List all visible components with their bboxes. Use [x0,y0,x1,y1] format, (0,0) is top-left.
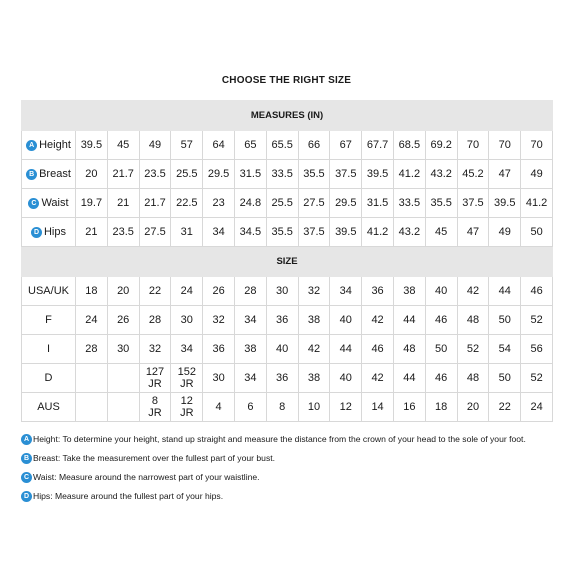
measure-cell: 64 [203,131,235,160]
measurement-notes [21,433,561,509]
size-cell: 36 [266,364,298,393]
size-cell: 44 [489,277,521,306]
measure-cell: 21.7 [139,189,171,218]
measure-cell: 23 [203,189,235,218]
size-row-usa-uk [22,277,553,306]
size-cell: 28 [76,335,108,364]
size-cell: 12 JR [171,393,203,422]
size-cell: 52 [521,364,553,393]
badge-a-icon: A [21,434,32,445]
measure-cell: 57 [171,131,203,160]
measure-label [22,218,76,247]
size-cell: 44 [330,335,362,364]
size-cell: 40 [330,306,362,335]
size-cell: 18 [425,393,457,422]
measure-cell: 67 [330,131,362,160]
measure-cell: 39.5 [330,218,362,247]
measure-cell: 39.5 [76,131,108,160]
size-cell: 24 [521,393,553,422]
note-a [21,433,561,452]
size-cell: 20 [107,277,139,306]
size-cell: 52 [457,335,489,364]
measure-cell: 37.5 [457,189,489,218]
badge-d-icon: D [31,227,42,238]
measure-cell: 47 [489,160,521,189]
size-cell: 38 [393,277,425,306]
size-row-f [22,306,553,335]
measure-cell: 19.7 [76,189,108,218]
measure-cell: 65.5 [266,131,298,160]
badge-b-icon: B [21,453,32,464]
measure-cell: 47 [457,218,489,247]
measure-cell: 34 [203,218,235,247]
size-cell: 26 [203,277,235,306]
size-chart-table [21,100,553,422]
size-cell: 26 [107,306,139,335]
size-cell: 52 [521,306,553,335]
measure-cell: 25.5 [171,160,203,189]
size-header: SIZE [22,247,553,277]
size-cell: 46 [425,306,457,335]
size-row-d [22,364,553,393]
measure-cell: 65 [234,131,266,160]
size-cell: 22 [139,277,171,306]
size-cell: 56 [521,335,553,364]
measure-row-hips [22,218,553,247]
size-cell: 44 [393,364,425,393]
measure-cell: 35.5 [298,160,330,189]
measure-label-text: Waist [41,197,69,209]
size-cell: 48 [457,306,489,335]
measure-cell: 29.5 [330,189,362,218]
measure-cell: 39.5 [489,189,521,218]
measure-cell: 70 [489,131,521,160]
size-cell: 38 [298,306,330,335]
measure-cell: 50 [521,218,553,247]
badge-d-icon: D [21,491,32,502]
size-cell: 46 [521,277,553,306]
size-cell: 32 [139,335,171,364]
measure-cell: 34.5 [234,218,266,247]
size-cell: 40 [425,277,457,306]
measure-cell: 21.7 [107,160,139,189]
measure-row-breast [22,160,553,189]
size-cell: 10 [298,393,330,422]
badge-b-icon: B [26,169,37,180]
note-text: Height: To determine your height, stand up straight and measure the distance from the crown of your head to the sole of your foot. [33,434,526,444]
size-label: AUS [22,393,76,422]
size-cell: 4 [203,393,235,422]
size-cell: 22 [489,393,521,422]
measure-cell: 22.5 [171,189,203,218]
size-cell [107,393,139,422]
size-header-row [22,247,553,277]
measure-cell: 35.5 [425,189,457,218]
size-cell: 38 [234,335,266,364]
size-cell: 8 [266,393,298,422]
size-cell: 36 [203,335,235,364]
size-cell: 48 [393,335,425,364]
measure-cell: 33.5 [393,189,425,218]
size-cell: 46 [362,335,394,364]
measure-label-text: Height [39,139,71,151]
size-label: F [22,306,76,335]
measure-cell: 68.5 [393,131,425,160]
measure-cell: 37.5 [298,218,330,247]
measure-cell: 23.5 [139,160,171,189]
size-cell: 12 [330,393,362,422]
size-cell: 30 [107,335,139,364]
note-text: Hips: Measure around the fullest part of your hips. [33,491,224,501]
measure-cell: 49 [489,218,521,247]
size-cell: 127 JR [139,364,171,393]
size-cell: 24 [171,277,203,306]
measure-cell: 21 [107,189,139,218]
size-cell: 36 [266,306,298,335]
badge-c-icon: C [28,198,39,209]
measure-cell: 31 [171,218,203,247]
size-cell: 50 [425,335,457,364]
size-cell: 18 [76,277,108,306]
measure-cell: 49 [139,131,171,160]
size-cell: 34 [171,335,203,364]
size-cell: 54 [489,335,521,364]
measure-label [22,189,76,218]
size-label: I [22,335,76,364]
measure-cell: 67.7 [362,131,394,160]
size-cell: 28 [139,306,171,335]
measure-cell: 37.5 [330,160,362,189]
size-cell: 42 [362,364,394,393]
size-cell: 6 [234,393,266,422]
size-cell [76,393,108,422]
size-cell: 38 [298,364,330,393]
size-cell: 28 [234,277,266,306]
note-text: Waist: Measure around the narrowest part of your waistline. [33,472,260,482]
size-cell: 30 [171,306,203,335]
measure-cell: 43.2 [393,218,425,247]
measure-cell: 39.5 [362,160,394,189]
size-cell [107,364,139,393]
size-cell: 30 [203,364,235,393]
size-label: D [22,364,76,393]
note-d [21,490,561,509]
size-cell: 40 [330,364,362,393]
measures-header-row [22,101,553,131]
measure-cell: 45.2 [457,160,489,189]
measure-cell: 27.5 [139,218,171,247]
size-cell: 36 [362,277,394,306]
note-b [21,452,561,471]
size-cell: 42 [362,306,394,335]
size-cell: 24 [76,306,108,335]
size-cell: 40 [266,335,298,364]
size-cell: 16 [393,393,425,422]
measure-row-waist [22,189,553,218]
measures-header: MEASURES (IN) [22,101,553,131]
measure-label [22,131,76,160]
measure-cell: 35.5 [266,218,298,247]
size-cell: 46 [425,364,457,393]
size-cell: 42 [298,335,330,364]
measure-label-text: Breast [39,168,71,180]
measure-cell: 24.8 [234,189,266,218]
measure-cell: 49 [521,160,553,189]
measure-cell: 45 [107,131,139,160]
size-cell: 34 [234,364,266,393]
size-cell: 32 [298,277,330,306]
size-cell: 50 [489,364,521,393]
size-cell: 20 [457,393,489,422]
measure-cell: 41.2 [393,160,425,189]
size-cell: 44 [393,306,425,335]
measure-cell: 31.5 [234,160,266,189]
note-c [21,471,561,490]
measure-label-text: Hips [43,226,66,238]
measure-row-height [22,131,553,160]
measure-cell: 25.5 [266,189,298,218]
measure-cell: 66 [298,131,330,160]
size-cell: 14 [362,393,394,422]
size-cell: 32 [203,306,235,335]
measure-cell: 20 [76,160,108,189]
measure-cell: 33.5 [266,160,298,189]
measure-cell: 41.2 [521,189,553,218]
measure-cell: 23.5 [107,218,139,247]
measure-cell: 70 [521,131,553,160]
measure-cell: 69.2 [425,131,457,160]
note-text: Breast: Take the measurement over the fullest part of your bust. [33,453,276,463]
measure-cell: 29.5 [203,160,235,189]
badge-c-icon: C [21,472,32,483]
size-cell: 50 [489,306,521,335]
measure-cell: 21 [76,218,108,247]
size-cell [76,364,108,393]
badge-a-icon: A [26,140,37,151]
size-cell: 42 [457,277,489,306]
size-cell: 34 [234,306,266,335]
size-cell: 48 [457,364,489,393]
size-label: USA/UK [22,277,76,306]
measure-cell: 70 [457,131,489,160]
measure-cell: 41.2 [362,218,394,247]
size-row-aus [22,393,553,422]
size-cell: 30 [266,277,298,306]
measure-cell: 45 [425,218,457,247]
size-cell: 34 [330,277,362,306]
measure-cell: 43.2 [425,160,457,189]
measure-cell: 27.5 [298,189,330,218]
measure-cell: 31.5 [362,189,394,218]
size-row-i [22,335,553,364]
measure-label [22,160,76,189]
page-title: CHOOSE THE RIGHT SIZE [221,75,352,86]
size-cell: 152 JR [171,364,203,393]
size-cell: 8 JR [139,393,171,422]
